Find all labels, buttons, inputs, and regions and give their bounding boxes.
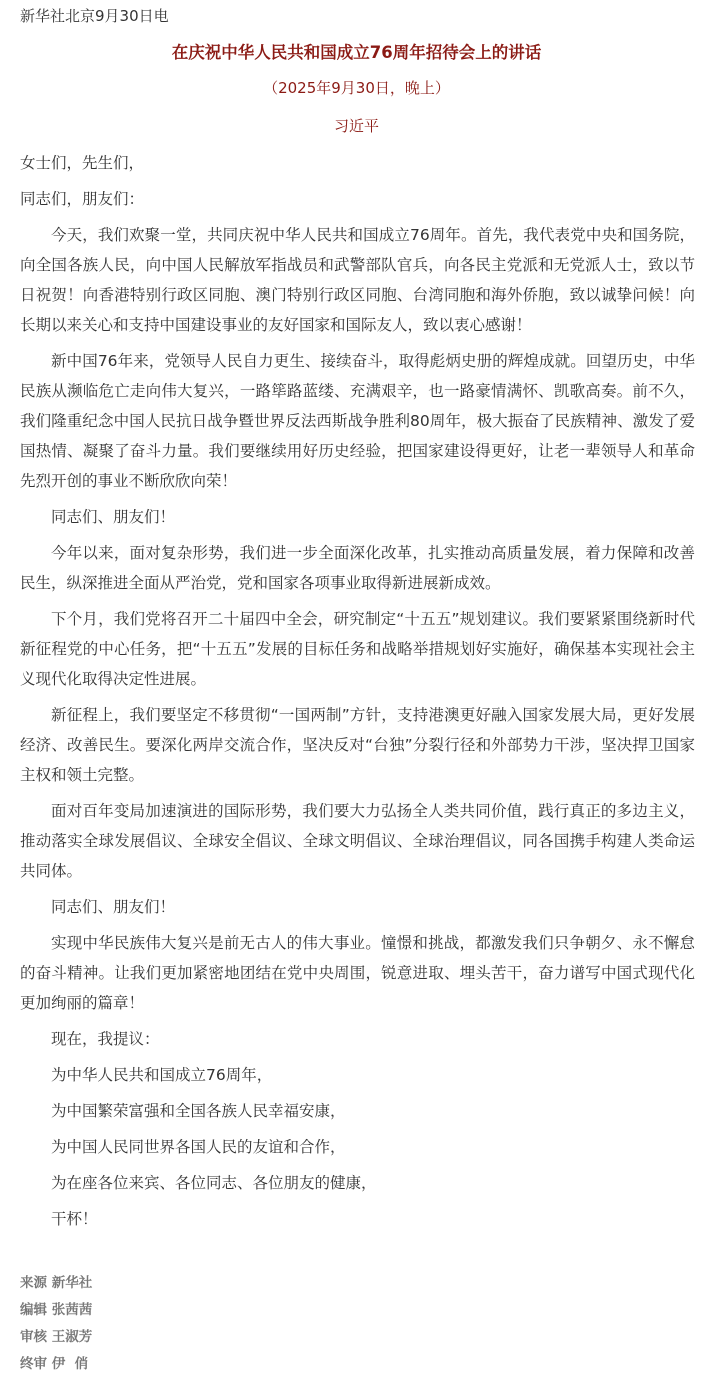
paragraph: 同志们、朋友们！ [51,508,176,526]
credit-reviewer: 审核 王淑芳 [20,1329,93,1345]
paragraph: 同志们、朋友们！ [51,898,176,916]
credit-source: 来源 新华社 [20,1275,93,1291]
greeting-line: 女士们，先生们， [20,154,145,172]
paragraph: 下个月，我们党将召开二十届四中全会，研究制定“十五五”规划建议。我们要紧紧围绕新时代新征程党的中心任务，把“十五五”发展的目标任务和战略举措规划好实施好，确保基本实现社会主义现代化取得决定性进展。 [20,610,695,688]
toast-line: 干杯！ [51,1210,98,1228]
greeting-line: 同志们，朋友们： [20,190,145,208]
credit-editor: 编辑 张茜茜 [20,1302,93,1318]
paragraph: 新中国76年来，党领导人民自力更生、接续奋斗，取得彪炳史册的辉煌成就。回望历史，中华民族从濒临危亡走向伟大复兴，一路筚路蓝缕、充满艰辛，也一路豪情满怀、凯歌高奏。前不久，我们隆重纪念中国人民抗日战争暨世界反法西斯战争胜利80周年，极大振奋了民族精神、激发了爱国热情、凝聚了奋斗力量。我们要继续用好历史经验，把国家建设得更好，让老一辈领导人和革命先烈开创的事业不断欣欣向荣！ [20,352,695,490]
article-body [20,148,695,1240]
article-date: （2025年9月30日，晚上） [263,79,450,97]
article-title: 在庆祝中华人民共和国成立76周年招待会上的讲话 [171,43,542,62]
toast-line: 为中华人民共和国成立76周年， [51,1066,273,1084]
paragraph: 今年以来，面对复杂形势，我们进一步全面深化改革，扎实推动高质量发展，着力保障和改善民生，纵深推进全面从严治党，党和国家各项事业取得新进展新成效。 [20,544,695,592]
paragraph: 新征程上，我们要坚定不移贯彻“一国两制”方针，支持港澳更好融入国家发展大局，更好发展经济、改善民生。要深化两岸交流合作，坚决反对“台独”分裂行径和外部势力干涉，坚决捍卫国家主权和领土完整。 [20,706,695,784]
paragraph: 现在，我提议： [51,1030,160,1048]
toast-line: 为中国人民同世界各国人民的友谊和合作， [51,1138,346,1156]
dateline: 新华社北京9月30日电 [20,7,169,25]
toast-line: 为在座各位来宾、各位同志、各位朋友的健康， [51,1174,377,1192]
credit-final-reviewer: 终审 伊 俏 [20,1356,89,1372]
paragraph: 今天，我们欢聚一堂，共同庆祝中华人民共和国成立76周年。首先，我代表党中央和国务院，向全国各族人民，向中国人民解放军指战员和武警部队官兵，向各民主党派和无党派人士，致以节日祝贺！向香港特别行政区同胞、澳门特别行政区同胞、台湾同胞和海外侨胞，致以诚挚问候！向长期以来关心和支持中国建设事业的友好国家和国际友人，致以衷心感谢！ [20,226,695,334]
paragraph: 实现中华民族伟大复兴是前无古人的伟大事业。憧憬和挑战，都激发我们只争朝夕、永不懈怠的奋斗精神。让我们更加紧密地团结在党中央周围，锐意进取、埋头苦干，奋力谱写中国式现代化更加绚丽的篇章！ [20,934,695,1012]
paragraph: 面对百年变局加速演进的国际形势，我们要大力弘扬全人类共同价值，践行真正的多边主义，推动落实全球发展倡议、全球安全倡议、全球文明倡议、全球治理倡议，同各国携手构建人类命运共同体。 [20,802,695,880]
editorial-credits [20,1270,92,1378]
article-author: 习近平 [333,117,379,135]
toast-line: 为中国繁荣富强和全国各族人民幸福安康， [51,1102,346,1120]
